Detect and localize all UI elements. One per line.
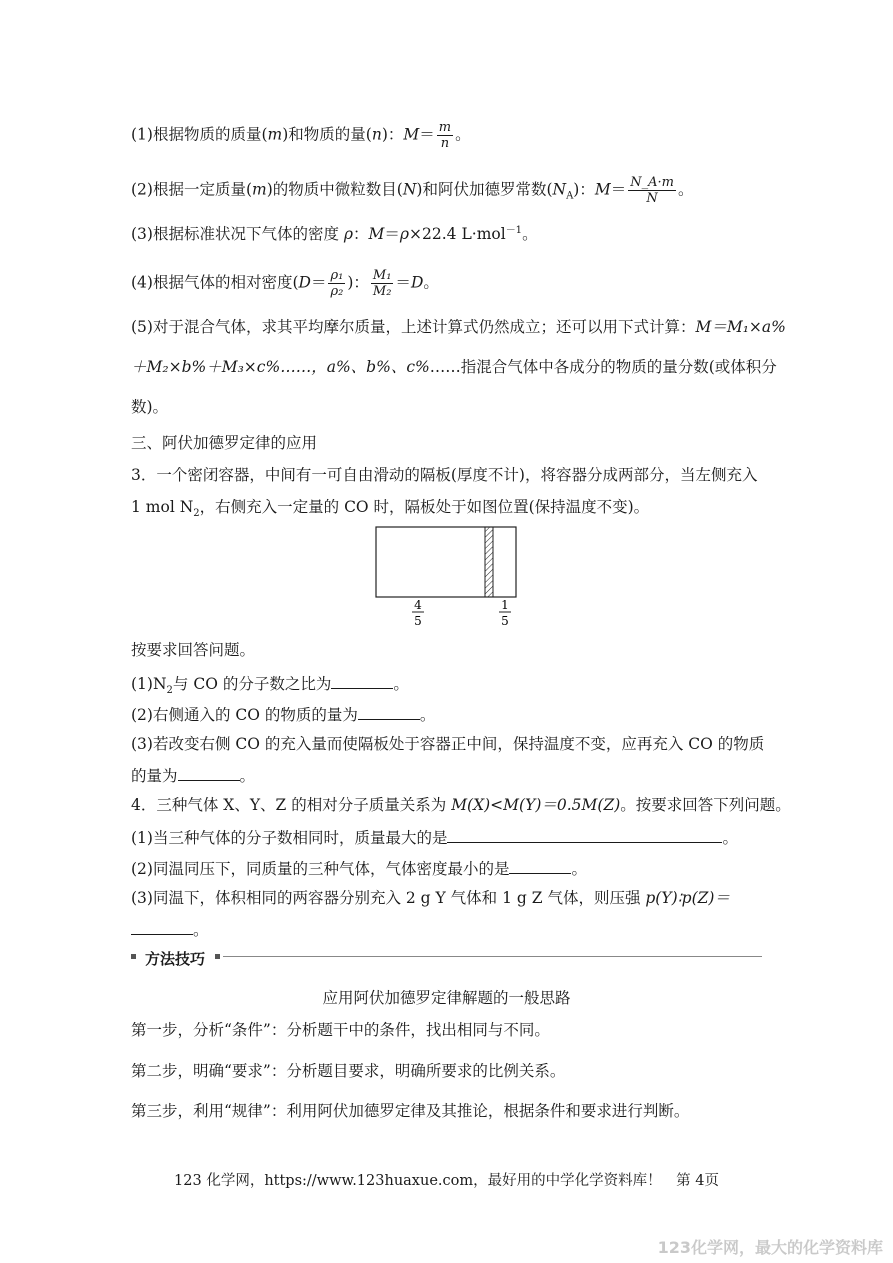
formula-line-2: (2)根据一定质量(m)的物质中微粒数目(N)和阿伏加德罗常数$(N_A)$：M＝ $\frac{N\_A\cdot m}{N}$ 。 [131, 175, 694, 206]
method-tips-bar [131, 948, 762, 968]
fraction-m-ratio: $\frac{\text{M₁}}{\text{M₂}}$ [372, 268, 392, 299]
answer-blank[interactable] [178, 764, 240, 781]
question-3-line-1: 3．一个密闭容器，中间有一可自由滑动的隔板(厚度不计)，将容器分成两部分，当左侧充入 [131, 466, 758, 484]
formula-line-5a: (5)对于混合气体，求其平均摩尔质量，上述计算式仍然成立；还可以用下式计算：M＝M₁×a% [131, 318, 786, 336]
question-3-part-1: $(1)N_2$与 CO 的分子数之比为 。 [131, 672, 409, 701]
container-diagram [370, 522, 525, 630]
question-4-part-3: (3)同温下，体积相同的两容器分别充入 2 g Y 气体和 1 g Z 气体，则压强 p(Y)∶p(Z)＝ [131, 889, 730, 907]
watermark: 123化学网，最大的化学资料库 [657, 1238, 883, 1257]
question-4-part-1: (1)当三种气体的分子数相同时，质量最大的是 。 [131, 826, 738, 848]
question-3-part-3-line-1: (3)若改变右侧 CO 的充入量而使隔板处于容器正中间，保持温度不变，应再充入 CO 的物质 [131, 735, 765, 753]
formula-line-1: (1)根据物质的质量(m)和物质的量(n)：M＝ $\frac{m}{n}$ 。 [131, 120, 471, 151]
question-4-part-2: (2)同温同压下，同质量的三种气体，气体密度最小的是 。 [131, 857, 587, 879]
right-fraction-num: 1 [501, 598, 509, 612]
formula-line-4: (4)根据气体的相对密度(D＝ $\frac{\text{ρ₁}}{\text{ρ₂}}$ )： $\frac{\text{M₁}}{\text{M₂}}$ ＝D。 [131, 268, 439, 299]
question-3-part-2: (2)右侧通入的 CO 的物质的量为 。 [131, 703, 435, 725]
question-4-part-3-blank-line: 。 [131, 918, 209, 940]
section-heading: 三、阿伏加德罗定律的应用 [131, 434, 318, 452]
fraction-m-over-n: $\frac{m}{n}$ [438, 120, 452, 151]
step-3: 第三步，利用“规律”：利用阿伏加德罗定律及其推论，根据条件和要求进行判断。 [131, 1102, 690, 1120]
answer-blank[interactable] [509, 857, 571, 874]
page-footer: 123 化学网，https://www.123huaxue.com，最好用的中学化学资料库！ 第 4页 [174, 1173, 719, 1189]
formula-line-5b: ＋M₂×b%＋M₃×c%……，a%、b%、c%……指混合气体中各成分的物质的量分数(或体积分 [131, 358, 777, 376]
formula-line-3: (3)根据标准状况下气体的密度 ρ：M＝ρ×22.4 L·mol$^{-1}$。 [131, 225, 538, 244]
method-tips-label: 方法技巧 [145, 950, 206, 968]
answer-blank[interactable] [447, 826, 722, 843]
step-1: 第一步，分析“条件”：分析题干中的条件，找出相同与不同。 [131, 1021, 550, 1039]
right-fraction-den: 5 [501, 614, 509, 628]
answer-blank[interactable] [358, 703, 420, 720]
bullet-square-icon [215, 954, 220, 959]
question-3-line-2: 1 mol $N_2$，右侧充入一定量的 CO 时，隔板处于如图位置(保持温度不变)。 [131, 498, 650, 520]
question-3-instruction: 按要求回答问题。 [131, 641, 256, 659]
left-fraction-den: 5 [414, 614, 422, 628]
left-fraction-num: 4 [414, 598, 422, 612]
container-box [376, 527, 516, 597]
method-title: 应用阿伏加德罗定律解题的一般思路 [322, 989, 571, 1007]
step-2: 第二步，明确“要求”：分析题目要求，明确所要求的比例关系。 [131, 1062, 566, 1080]
question-4-stem: 4．三种气体 X、Y、Z 的相对分子质量关系为 M(X)<M(Y)＝0.5M(Z)。按要求回答下列问题。 [131, 796, 791, 814]
partition [485, 527, 493, 597]
question-3-part-3-line-2: 的量为 。 [131, 764, 255, 786]
bullet-square-icon [131, 954, 136, 959]
fraction-na-m-over-n: $\frac{N\_A\cdot m}{N}$ [630, 175, 674, 206]
divider [223, 956, 762, 957]
answer-blank[interactable] [331, 672, 393, 689]
answer-blank[interactable] [131, 918, 193, 935]
fraction-rho-ratio: $\frac{\text{ρ₁}}{\text{ρ₂}}$ [330, 268, 344, 299]
formula-line-5c: 数)。 [131, 398, 169, 416]
